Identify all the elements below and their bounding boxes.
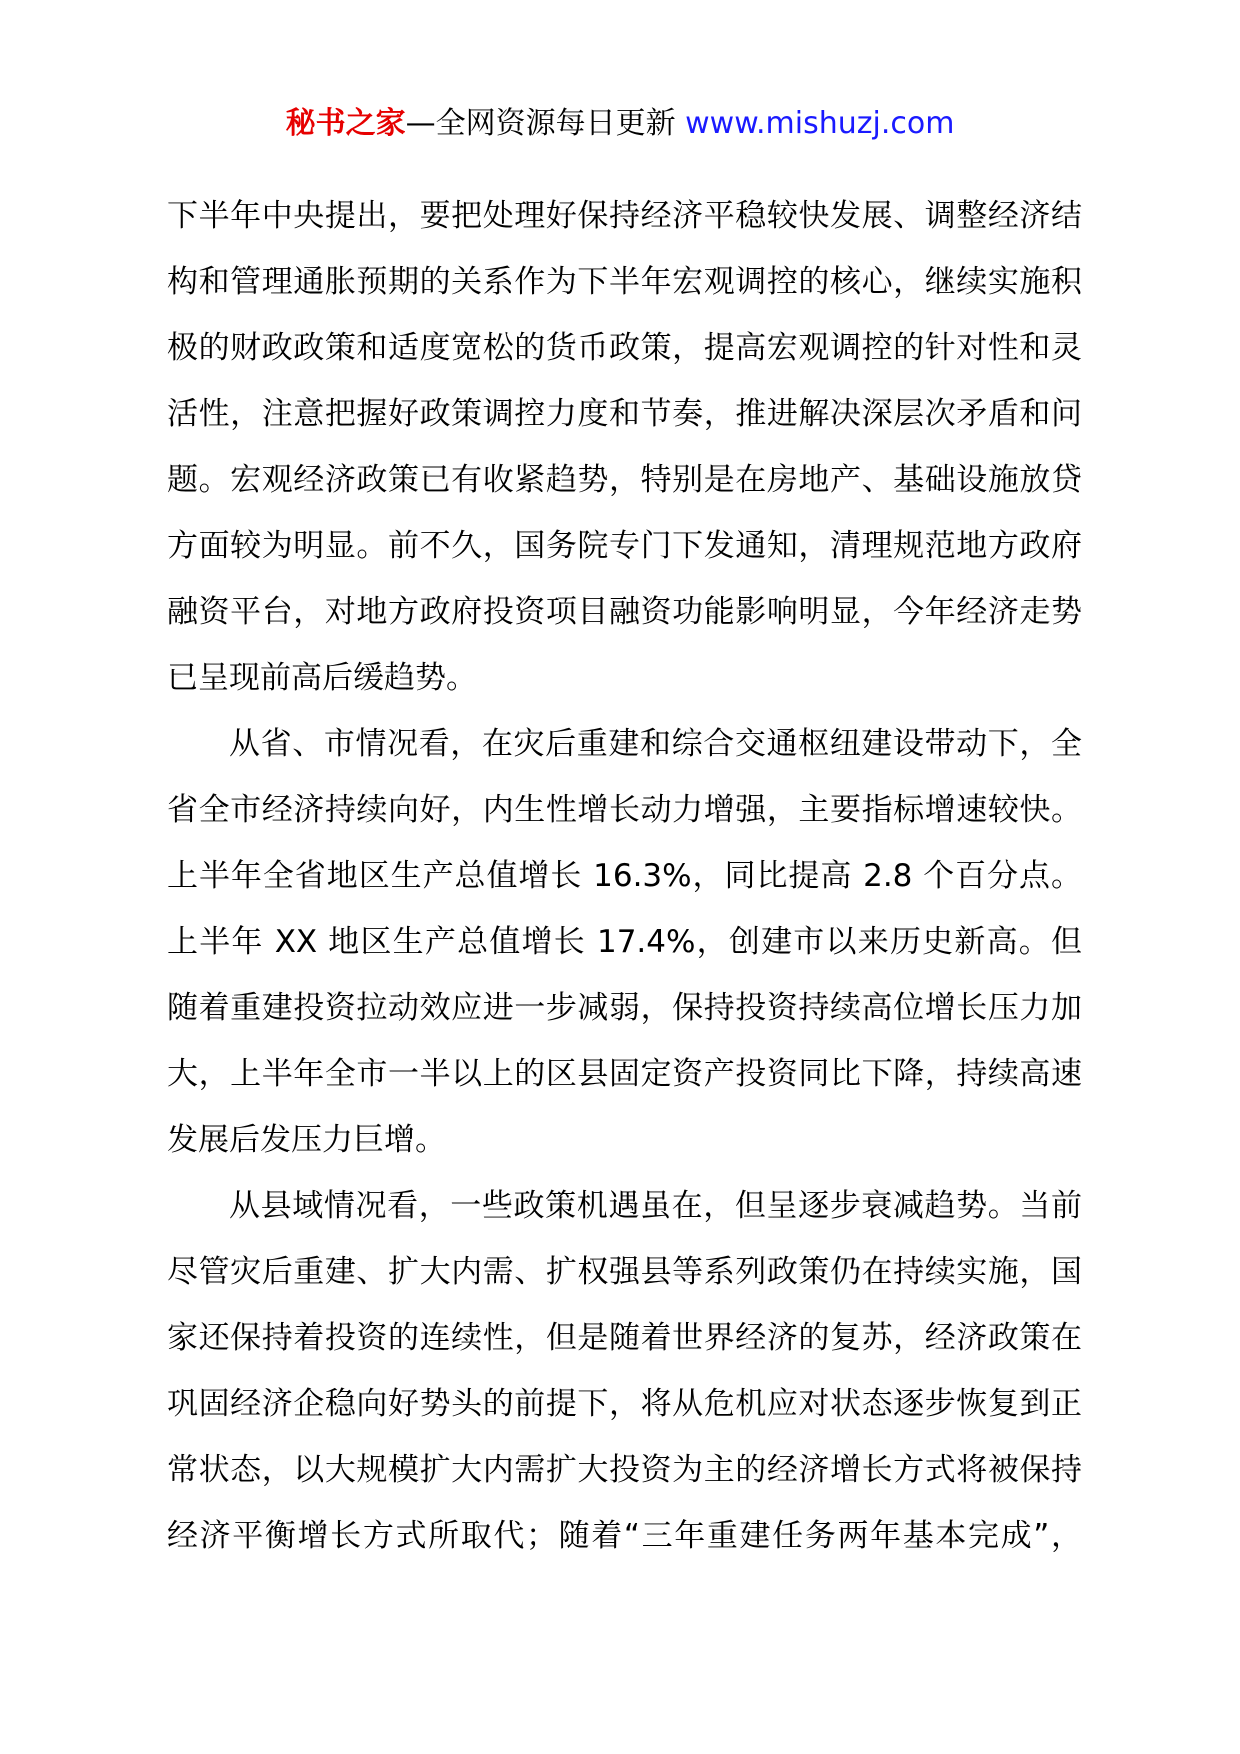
text-line: 常状态，以大规模扩大内需扩大投资为主的经济增长方式将被保持 [167,1452,1082,1488]
brand-name: 秘书之家 [285,106,406,141]
paragraph [167,711,1082,1173]
text-line: 从县域情况看，一些政策机遇虽在，但呈逐步衰减趋势。当前 [229,1188,1082,1224]
text-line: 家还保持着投资的连续性，但是随着世界经济的复苏，经济政策在 [167,1320,1082,1356]
text-line: 上半年 XX 地区生产总值增长 17.4%，创建市以来历史新高。但 [167,924,1082,960]
site-url-link[interactable]: www.mishuzj.com [685,106,955,141]
text-line: 经济平衡增长方式所取代；随着“三年重建任务两年基本完成”， [167,1518,1082,1554]
text-line: 巩固经济企稳向好势头的前提下，将从危机应对状态逐步恢复到正 [167,1386,1082,1422]
header-tagline: —全网资源每日更新 [405,106,676,141]
text-line: 尽管灾后重建、扩大内需、扩权强县等系列政策仍在持续实施，国 [167,1254,1082,1290]
text-line: 方面较为明显。前不久，国务院专门下发通知，清理规范地方政府 [167,528,1082,564]
page-header [0,100,1240,148]
text-line: 发展后发压力巨增。 [167,1122,446,1158]
text-line: 极的财政政策和适度宽松的货币政策，提高宏观调控的针对性和灵 [167,330,1082,366]
text-line: 题。宏观经济政策已有收紧趋势，特别是在房地产、基础设施放贷 [167,462,1082,498]
text-line: 已呈现前高后缓趋势。 [167,660,477,696]
paragraph [167,1173,1082,1569]
text-line: 上半年全省地区生产总值增长 16.3%，同比提高 2.8 个百分点。 [167,858,1082,894]
text-line: 活性，注意把握好政策调控力度和节奏，推进解决深层次矛盾和问 [167,396,1082,432]
text-line: 省全市经济持续向好，内生性增长动力增强，主要指标增速较快。 [167,792,1082,828]
text-line: 构和管理通胀预期的关系作为下半年宏观调控的核心，继续实施积 [167,264,1082,300]
text-line: 随着重建投资拉动效应进一步减弱，保持投资持续高位增长压力加 [167,990,1082,1026]
document-body [167,183,1082,1569]
text-line: 下半年中央提出，要把处理好保持经济平稳较快发展、调整经济结 [167,198,1082,234]
text-line: 融资平台，对地方政府投资项目融资功能影响明显，今年经济走势 [167,594,1082,630]
paragraph [167,183,1082,711]
text-line: 从省、市情况看，在灾后重建和综合交通枢纽建设带动下，全 [229,726,1082,762]
text-line: 大，上半年全市一半以上的区县固定资产投资同比下降，持续高速 [167,1056,1082,1092]
